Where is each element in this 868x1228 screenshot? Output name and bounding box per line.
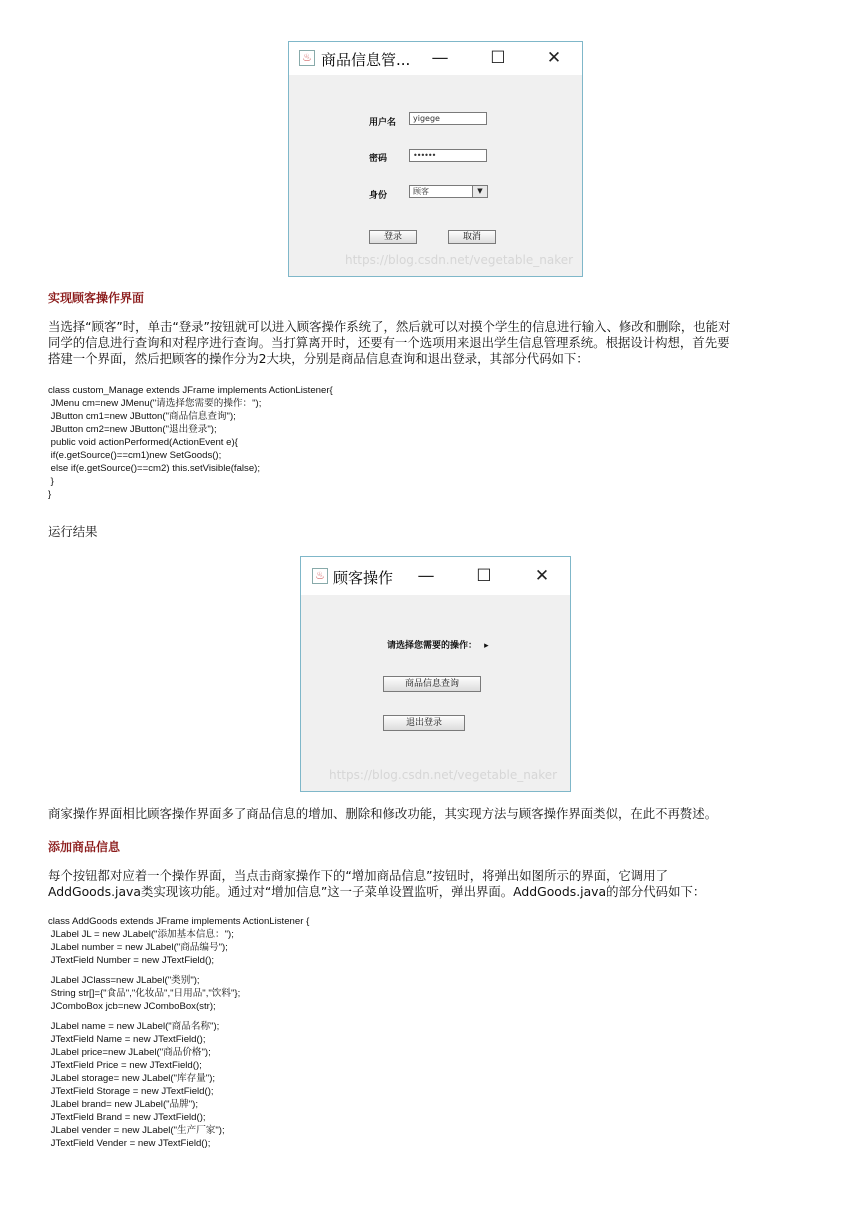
paragraph-line: 每个按钮都对应着一个操作界面，当点击商家操作下的“增加商品信息”按钮时，将弹出如图所示的界面，它调用了 xyxy=(48,868,668,883)
password-label: 密码 xyxy=(369,154,388,164)
maximize-icon[interactable]: ☐ xyxy=(476,566,492,586)
role-label: 身份 xyxy=(369,191,388,201)
watermark: https://blog.csdn.net/vegetable_naker xyxy=(329,768,558,782)
code-line: JMenu cm=new JMenu("请选择您需要的操作："); xyxy=(48,398,262,409)
code-line: class AddGoods extends JFrame implements ActionListener { xyxy=(48,916,310,927)
code-line: else if(e.getSource()==cm2) this.setVisible(false); xyxy=(48,463,261,474)
section-heading-customer: 实现顾客操作界面 xyxy=(48,291,145,305)
login-button[interactable]: 登录 xyxy=(369,230,417,244)
code-line: JButton cm1=new JButton("商品信息查询"); xyxy=(48,411,236,422)
watermark: https://blog.csdn.net/vegetable_naker xyxy=(345,253,574,267)
goods-query-button[interactable]: 商品信息查询 xyxy=(383,676,481,692)
code-line: } xyxy=(48,476,54,487)
cancel-button[interactable]: 取消 xyxy=(448,230,496,244)
code-line: public void actionPerformed(ActionEvent e){ xyxy=(48,437,238,448)
minimize-icon[interactable]: — xyxy=(417,566,435,586)
paragraph-line: 当选择“顾客”时，单击“登录”按钮就可以进入顾客操作系统了，然后就可以对摸个学生的信息进行输入、修改和删除，也能对 xyxy=(48,319,731,334)
code-line: JLabel price=new JLabel("商品价格"); xyxy=(48,1047,211,1058)
code-line: } xyxy=(48,489,52,500)
submenu-arrow-icon: ▸ xyxy=(484,641,489,651)
login-titlebar[interactable] xyxy=(289,42,582,75)
code-line: JLabel JL = new JLabel("添加基本信息："); xyxy=(48,929,234,940)
code-line: if(e.getSource()==cm1)new SetGoods(); xyxy=(48,450,222,461)
paragraph-customer xyxy=(48,319,730,367)
code-line: JLabel JClass=new JLabel("类别"); xyxy=(48,975,200,986)
customer-titlebar[interactable] xyxy=(301,557,570,595)
username-input[interactable]: yigege xyxy=(409,112,487,125)
java-app-icon: ♨ xyxy=(312,568,328,584)
code-line: JLabel brand= new JLabel("品牌"); xyxy=(48,1099,198,1110)
section-heading-add-goods: 添加商品信息 xyxy=(48,840,121,854)
paragraph-line: 同学的信息进行查询和对程序进行查询。当打算离开时，还要有一个选项用来退出学生信息管理系统。根据设计构想，首先要 xyxy=(48,335,730,350)
paragraph-line: AddGoods.java类实现该功能。通过对“增加信息”这一子菜单设置监听，弹出界面。AddGoods.java的部分代码如下： xyxy=(48,884,706,899)
code-line: JButton cm2=new JButton("退出登录"); xyxy=(48,424,217,435)
role-select[interactable] xyxy=(409,185,488,198)
operation-menu[interactable] xyxy=(387,638,489,651)
role-select-value: 顾客 xyxy=(413,187,429,196)
maximize-icon[interactable]: ☐ xyxy=(490,48,506,68)
paragraph-line: 搭建一个界面，然后把顾客的操作分为2大块，分别是商品信息查询和退出登录，其部分代码如下： xyxy=(48,351,589,366)
login-window-title: 商品信息管... xyxy=(321,51,411,69)
code-line: JTextField Storage = new JTextField(); xyxy=(48,1086,214,1097)
code-line: JTextField Name = new JTextField(); xyxy=(48,1034,206,1045)
password-input[interactable]: •••••• xyxy=(409,149,487,162)
code-line: class custom_Manage extends JFrame implements ActionListener{ xyxy=(48,385,333,396)
close-icon[interactable]: ✕ xyxy=(534,566,550,586)
java-app-icon: ♨ xyxy=(299,50,315,66)
customer-window xyxy=(300,556,571,792)
code-line: JTextField Number = new JTextField(); xyxy=(48,955,215,966)
code-line: JTextField Brand = new JTextField(); xyxy=(48,1112,206,1123)
customer-window-title: 顾客操作 xyxy=(333,569,394,587)
username-label: 用户名 xyxy=(369,118,397,128)
dropdown-arrow-icon[interactable]: ▼ xyxy=(472,186,487,197)
code-line: JLabel name = new JLabel("商品名称"); xyxy=(48,1021,220,1032)
logout-button[interactable]: 退出登录 xyxy=(383,715,465,731)
code-line: JTextField Vender = new JTextField(); xyxy=(48,1138,211,1149)
code-block-add-goods xyxy=(48,915,309,1150)
code-line: JComboBox jcb=new JComboBox(str); xyxy=(48,1001,216,1012)
minimize-icon[interactable]: — xyxy=(431,48,449,68)
code-line: String str[]={"食品","化妆品","日用品","饮料"}; xyxy=(48,988,241,999)
login-window xyxy=(288,41,583,277)
result-label: 运行结果 xyxy=(48,524,98,539)
code-line: JLabel number = new JLabel("商品编号"); xyxy=(48,942,228,953)
code-line: JLabel vender = new JLabel("生产厂家"); xyxy=(48,1125,225,1136)
close-icon[interactable]: ✕ xyxy=(546,48,562,68)
code-block-customer xyxy=(48,384,333,501)
code-line: JLabel storage= new JLabel("库存量"); xyxy=(48,1073,216,1084)
paragraph-add-goods xyxy=(48,868,705,900)
operation-menu-label: 请选择您需要的操作： xyxy=(387,641,478,651)
merchant-note: 商家操作界面相比顾客操作界面多了商品信息的增加、删除和修改功能，其实现方法与顾客操作界面类似，在此不再赘述。 xyxy=(48,806,718,821)
code-line: JTextField Price = new JTextField(); xyxy=(48,1060,202,1071)
